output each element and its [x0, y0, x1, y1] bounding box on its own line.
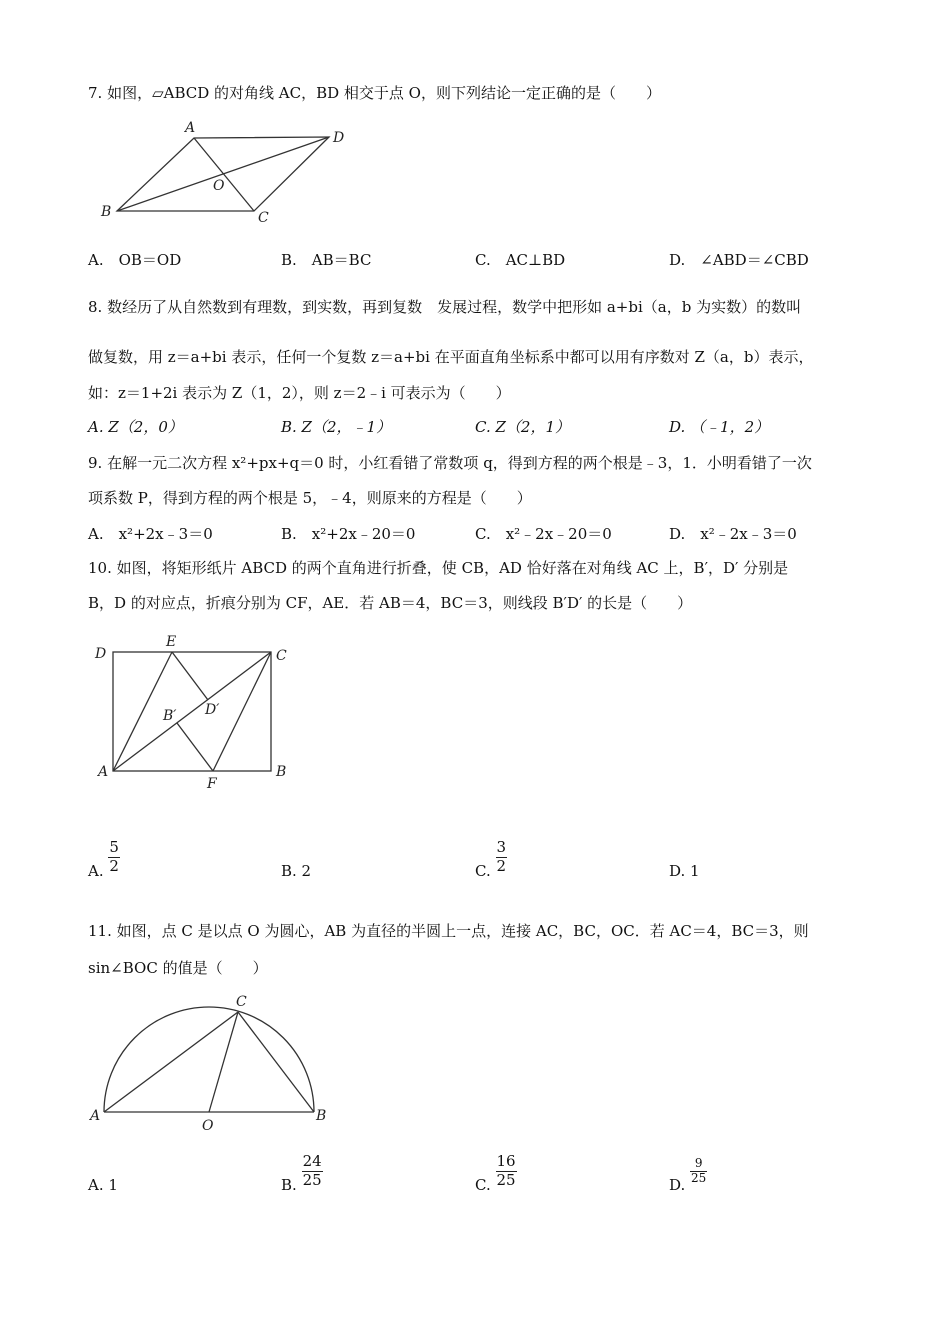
q11-option-b-prefix: B. [281, 1176, 297, 1194]
q11-option-c-fraction [496, 1153, 517, 1189]
q8-line-3: 如：z＝1+2i 表示为 Z（1，2），则 z＝2﹣i 可表示为（ ） [88, 384, 511, 402]
q11-option-b[interactable] [281, 1148, 323, 1194]
q8-option-c[interactable]: C. Z（2，1） [475, 418, 570, 436]
q11-option-d-denominator: 25 [691, 1170, 707, 1185]
q10-option-a-denominator: 2 [109, 856, 119, 875]
q10-line-2: B，D 的对应点，折痕分别为 CF，AE．若 AB＝4，BC＝3，则线段 B′D′ 的长是（ ） [88, 594, 693, 612]
q10-option-a-prefix: A. [88, 862, 104, 880]
q10-option-c-fraction [496, 839, 508, 875]
q10-crease-cf [213, 652, 271, 771]
q10-label-f: F [207, 776, 217, 792]
q8-line-1: 8. 数经历了从自然数到有理数，到实数，再到复数 发展过程，数学中把形如 a+bi（a，b 为实数）的数叫 [88, 298, 802, 316]
q7-label-b: B [101, 204, 112, 220]
q10-option-c-denominator: 2 [496, 856, 507, 875]
q11-line-2: sin∠BOC 的值是（ ） [88, 959, 268, 977]
q9-option-c[interactable]: C. x²﹣2x﹣20＝0 [475, 525, 612, 543]
q10-fold-fb [177, 723, 213, 771]
q10-label-a: A [98, 764, 109, 780]
q7-stem: 7. 如图，▱ABCD 的对角线 AC，BD 相交于点 O，则下列结论一定正确的是（ ） [88, 84, 661, 102]
q11-option-c-prefix: C. [475, 1176, 491, 1194]
q11-chord-ac [104, 1012, 238, 1112]
q11-label-a: A [90, 1108, 101, 1124]
q10-options [88, 834, 868, 886]
q7-label-d: D [333, 130, 345, 146]
q7-label-a: A [185, 120, 196, 136]
q8-option-a[interactable]: A. Z（2，0） [88, 418, 183, 436]
q11-option-d-numerator: 9 [694, 1155, 703, 1170]
q11-option-b-fraction [302, 1153, 323, 1189]
q7-option-d[interactable]: D. ∠ABD＝∠CBD [669, 251, 809, 269]
q11-option-b-numerator: 24 [302, 1152, 322, 1171]
q8-option-b[interactable]: B. Z（2，﹣1） [281, 418, 392, 436]
q11-option-c-denominator: 25 [496, 1170, 516, 1189]
q9-line-2: 项系数 P，得到方程的两个根是 5，﹣4，则原来的方程是（ ） [88, 489, 532, 507]
q11-semicircle-figure [85, 992, 345, 1137]
q10-rectangle-figure [90, 630, 300, 795]
q11-option-d-prefix: D. [669, 1176, 686, 1194]
q9-option-d[interactable]: D. x²﹣2x﹣3＝0 [669, 525, 797, 543]
q11-label-o: O [202, 1118, 214, 1134]
q10-fold-ed [172, 652, 208, 700]
q10-label-b: B [276, 764, 287, 780]
q10-diagonal-ac [113, 652, 271, 771]
q10-option-a[interactable] [88, 834, 120, 880]
q7-option-c[interactable]: C. AC⊥BD [475, 251, 566, 269]
q10-option-a-fraction [108, 839, 120, 875]
q10-label-e: E [166, 634, 177, 650]
q10-label-c: C [276, 648, 287, 664]
q9-option-b[interactable]: B. x²+2x﹣20＝0 [281, 525, 416, 543]
q7-label-o: O [213, 178, 225, 194]
q7-label-c: C [258, 210, 269, 226]
q11-line-1: 11. 如图，点 C 是以点 O 为圆心，AB 为直径的半圆上一点，连接 AC，BC，OC．若 AC＝4，BC＝3，则 [88, 922, 809, 940]
q11-options [88, 1148, 868, 1200]
q10-option-a-numerator: 5 [109, 838, 119, 857]
q10-label-b-prime: B′ [163, 708, 177, 724]
q10-option-b[interactable]: B. 2 [281, 862, 312, 880]
q10-option-d[interactable]: D. 1 [669, 862, 700, 880]
q11-option-c[interactable] [475, 1148, 517, 1194]
q7-option-a[interactable]: A. OB＝OD [88, 251, 182, 269]
q11-chord-bc [238, 1012, 314, 1112]
q10-option-c-prefix: C. [475, 862, 491, 880]
q11-label-b: B [316, 1108, 327, 1124]
q11-radius-oc [209, 1012, 238, 1112]
q10-option-c[interactable] [475, 834, 507, 880]
q7-option-b[interactable]: B. AB＝BC [281, 251, 372, 269]
q11-option-d[interactable] [669, 1148, 707, 1194]
q10-option-c-numerator: 3 [496, 838, 507, 857]
q11-option-a[interactable]: A. 1 [88, 1176, 118, 1194]
q9-line-1: 9. 在解一元二次方程 x²+px+q＝0 时，小红看错了常数项 q，得到方程的两个根是﹣3，1．小明看错了一次 [88, 454, 812, 472]
q10-label-d: D [95, 646, 107, 662]
q8-option-d[interactable]: D. （﹣1，2） [669, 418, 770, 436]
q10-label-d-prime: D′ [205, 702, 220, 718]
q7-parallelogram-figure [95, 118, 355, 228]
q11-option-d-fraction [690, 1157, 707, 1186]
q7-diagonal-ac [194, 138, 254, 211]
q11-option-c-numerator: 16 [496, 1152, 516, 1171]
q9-option-a[interactable]: A. x²+2x﹣3＝0 [88, 525, 213, 543]
q11-semicircle-arc [104, 1007, 314, 1112]
q7-diagonal-bd [117, 137, 329, 211]
q8-line-2: 做复数，用 z＝a+bi 表示，任何一个复数 z＝a+bi 在平面直角坐标系中都可以用有序数对 Z（a，b）表示， [88, 348, 814, 366]
q11-label-c: C [236, 994, 247, 1010]
q11-option-b-denominator: 25 [302, 1170, 322, 1189]
q10-line-1: 10. 如图，将矩形纸片 ABCD 的两个直角进行折叠，使 CB，AD 恰好落在对角线 AC 上，B′，D′ 分别是 [88, 559, 789, 577]
